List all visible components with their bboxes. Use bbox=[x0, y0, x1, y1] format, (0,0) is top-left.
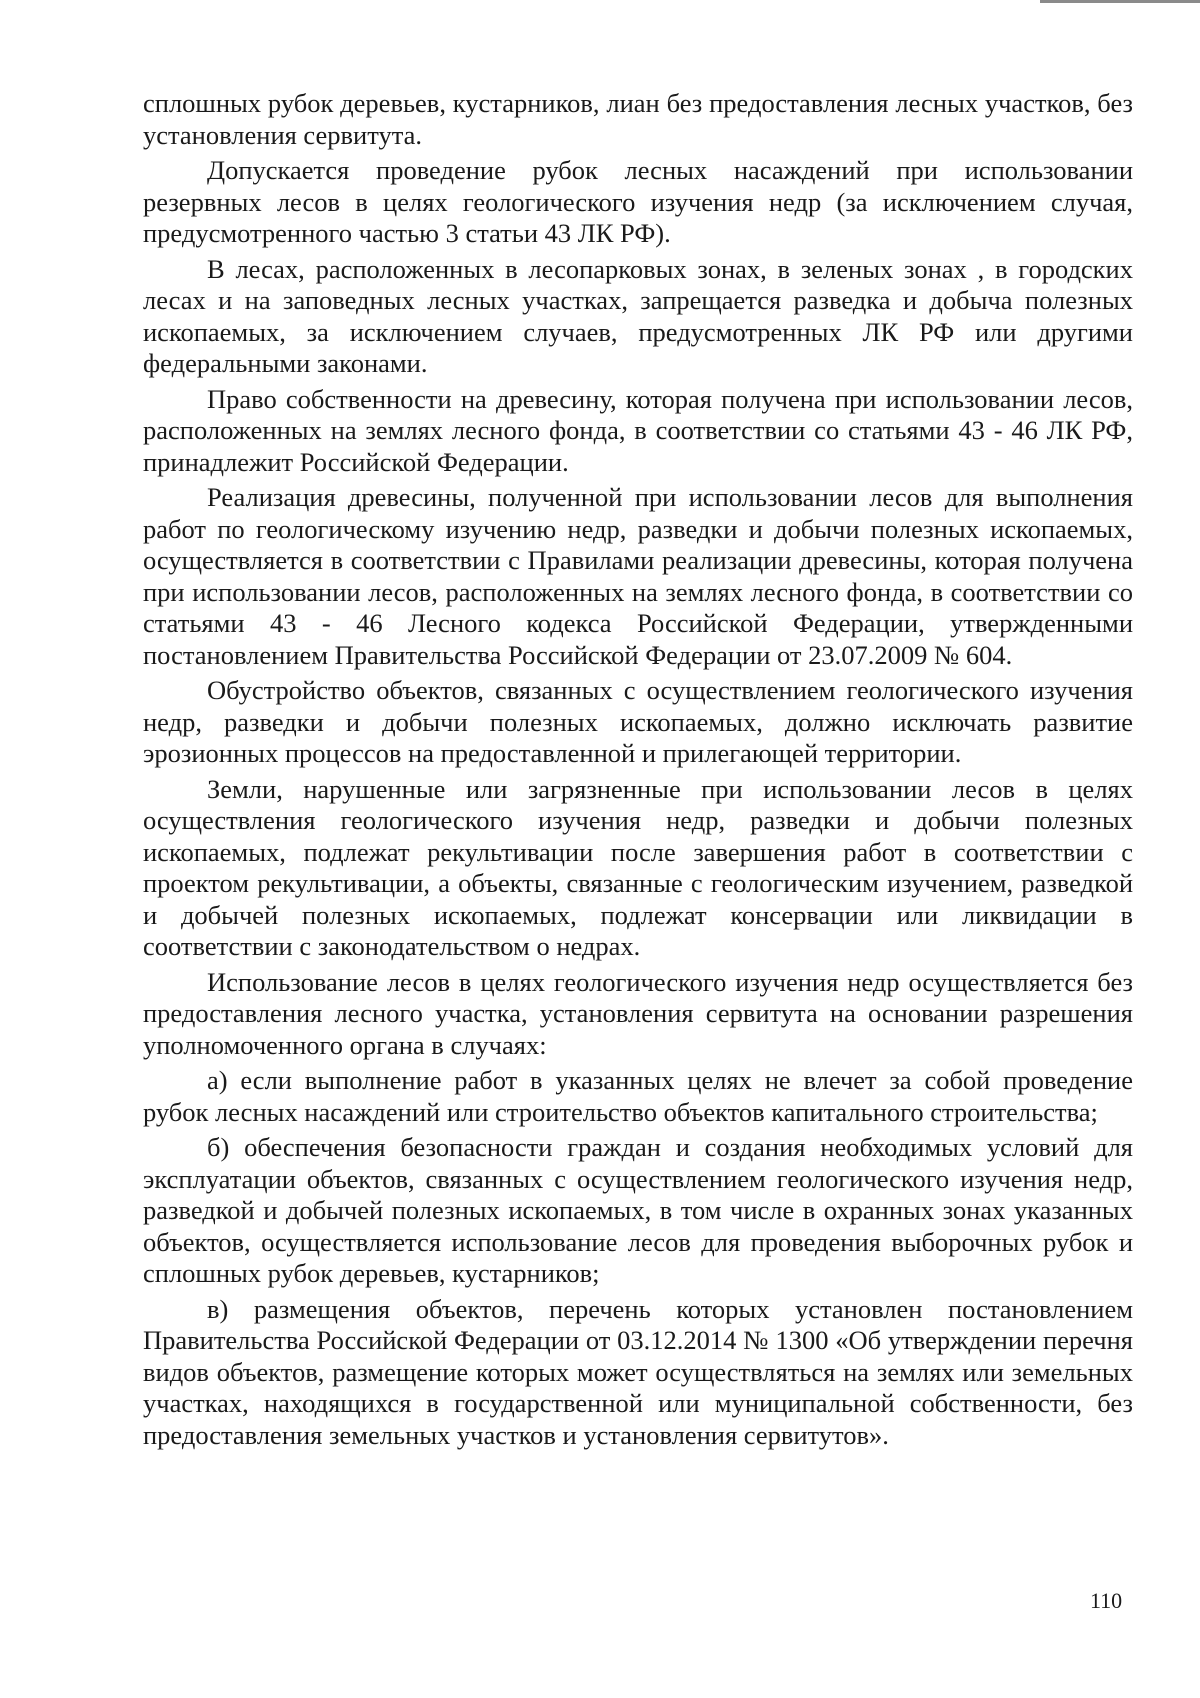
paragraph-continuation: сплошных рубок деревьев, кустарников, лиан без предоставления лесных участков, без установления сервитута. bbox=[143, 88, 1133, 150]
paragraph-timber-sale: Реализация древесины, полученной при использовании лесов для выполнения работ по геологическому изучению недр, разведки и добычи полезных ископаемых, осуществляется в соответствии с Правилами реализации древесины, которая получена при использовании лесов, расположенных на землях лесного фонда, в соответствии со статьями 43 - 46 Лесного кодекса Российской Федерации, утвержденными постановлением Правительства Российской Федерации от 23.07.2009 № 604. bbox=[143, 482, 1133, 670]
paragraph-ownership-right: Право собственности на древесину, которая получена при использовании лесов, расположенных на землях лесного фонда, в соответствии со статьями 43 - 46 ЛК РФ, принадлежит Российской Федерации. bbox=[143, 383, 1133, 477]
paragraph-reserve-forests: Допускается проведение рубок лесных насаждений при использовании резервных лесов в целях геологического изучения недр (за исключением случая, предусмотренного частью 3 статьи 43 ЛК РФ). bbox=[143, 155, 1133, 248]
paragraph-land-recultivation: Земли, нарушенные или загрязненные при использовании лесов в целях осуществления геологического изучения недр, разведки и добычи полезных ископаемых, подлежат рекультивации после завершения работ в соответствии с проектом рекультивации, а объекты, связанные с геологическим изучением, разведкой и добычей полезных ископаемых, подлежат консервации или ликвидации в соответствии с законодательством о недрах. bbox=[143, 773, 1133, 961]
page-number: 110 bbox=[1090, 1588, 1123, 1613]
paragraph-forest-use-cases: Использование лесов в целях геологического изучения недр осуществляется без предоставления лесного участка, установления сервитута на основании разрешения уполномоченного органа в случаях: bbox=[143, 966, 1133, 1060]
paragraph-forest-park-zones: В лесах, расположенных в лесопарковых зонах, в зеленых зонах , в городских лесах и на заповедных лесных участках, запрещается разведка и добыча полезных ископаемых, за исключением случаев, предусмотренных ЛК РФ или другими федеральными законами. bbox=[143, 253, 1133, 378]
paragraph-facility-arrangement: Обустройство объектов, связанных с осуществлением геологического изучения недр, разведки и добычи полезных ископаемых, должно исключать развитие эрозионных процессов на предоставленной и прилегающей территории. bbox=[143, 675, 1133, 768]
list-item-b: б) обеспечения безопасности граждан и создания необходимых условий для эксплуатации объектов, связанных с осуществлением геологического изучения недр, разведкой и добычей полезных ископаемых, в том числе в охранных зонах указанных объектов, осуществляется использование лесов для проведения выборочных рубок и сплошных рубок деревьев, кустарников; bbox=[143, 1132, 1133, 1288]
scan-edge-line bbox=[1040, 0, 1200, 3]
document-body bbox=[143, 88, 1133, 1455]
list-item-v: в) размещения объектов, перечень которых установлен постановлением Правительства Российской Федерации от 03.12.2014 № 1300 «Об утверждении перечня видов объектов, размещение которых может осуществляться на землях или земельных участках, находящихся в государственной или муниципальной собственности, без предоставления земельных участков и установления сервитутов». bbox=[143, 1293, 1133, 1450]
list-item-a: а) если выполнение работ в указанных целях не влечет за собой проведение рубок лесных насаждений или строительство объектов капитального строительства; bbox=[143, 1065, 1133, 1127]
